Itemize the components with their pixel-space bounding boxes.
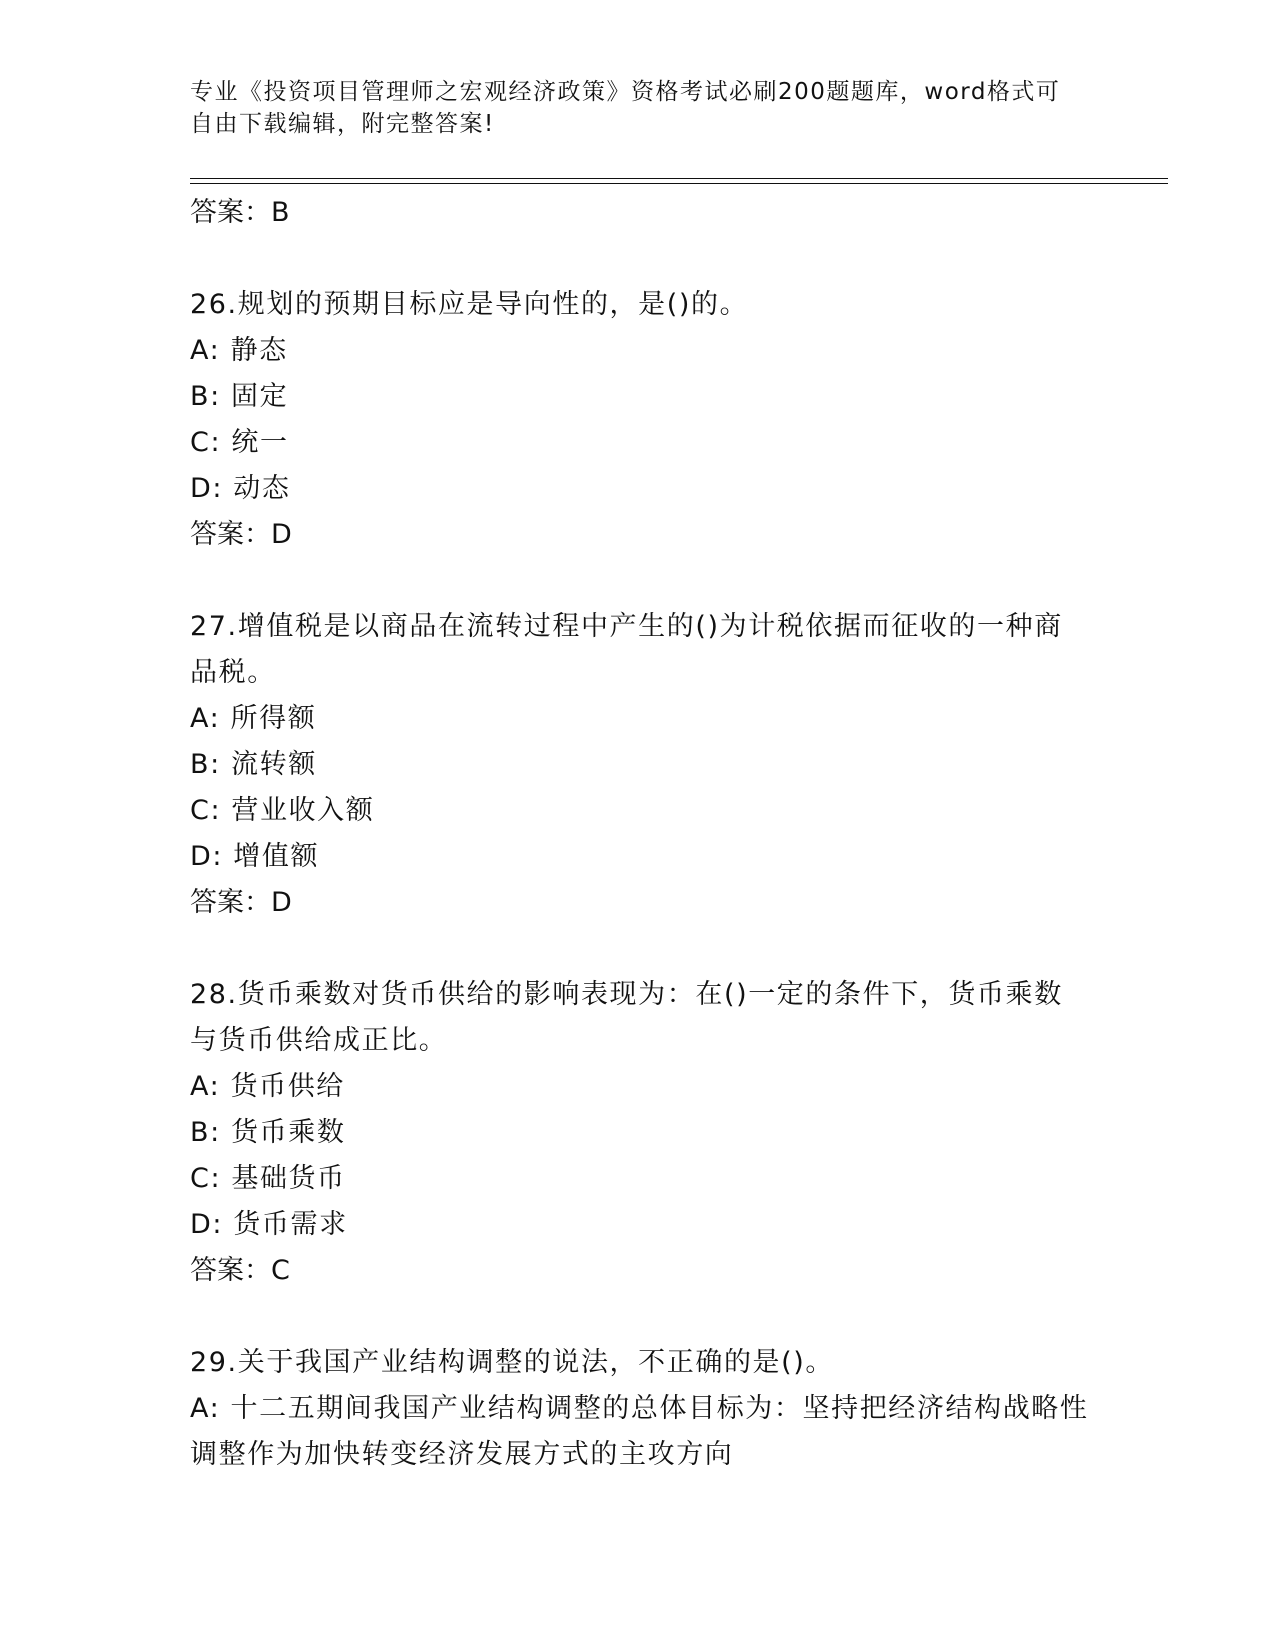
option-separator: : <box>210 795 232 826</box>
option-a <box>190 328 1090 374</box>
question-block <box>190 604 1090 926</box>
option-key: D <box>190 473 213 504</box>
option-separator: : <box>209 703 231 734</box>
option-text: 增值额 <box>233 841 320 872</box>
option-key: D <box>190 1209 213 1240</box>
option-key: A <box>190 335 210 366</box>
answer-line: 答案：B <box>190 197 290 228</box>
option-separator: : <box>212 473 234 504</box>
question-stem: 27.增值税是以商品在流转过程中产生的()为计税依据而征收的一种商品税。 <box>190 611 1063 688</box>
option-d <box>190 466 1090 512</box>
option-list <box>190 1064 1090 1248</box>
option-text: 货币需求 <box>233 1209 348 1240</box>
option-list <box>190 696 1090 880</box>
option-separator: : <box>210 427 232 458</box>
option-key: A <box>190 703 210 734</box>
question-stem: 26.规划的预期目标应是导向性的，是()的。 <box>190 289 749 320</box>
option-text: 统一 <box>231 427 289 458</box>
option-list <box>190 328 1090 512</box>
option-key: B <box>190 749 211 780</box>
option-text: 所得额 <box>230 703 317 734</box>
option-key: C <box>190 1163 211 1194</box>
option-b <box>190 374 1090 420</box>
option-key: B <box>190 1117 211 1148</box>
option-separator: : <box>210 381 232 412</box>
option-text: 流转额 <box>231 749 317 780</box>
question-block <box>190 1340 1090 1478</box>
option-text: 动态 <box>233 473 291 504</box>
question-block <box>190 282 1090 558</box>
option-key: B <box>190 381 211 412</box>
option-key: A <box>190 1071 210 1102</box>
option-separator: : <box>210 749 232 780</box>
option-key: C <box>190 427 211 458</box>
option-key: C <box>190 795 211 826</box>
answer-line: 答案：D <box>190 519 292 550</box>
option-text: 十二五期间我国产业结构调整的总体目标为：坚持把经济结构战略性调整作为加快转变经济发展方式的主攻方向 <box>190 1393 1089 1470</box>
answer-line: 答案：D <box>190 887 292 918</box>
questions-container <box>190 282 1090 1478</box>
option-b <box>190 1110 1090 1156</box>
option-key: D <box>190 841 213 872</box>
option-separator: : <box>209 1071 231 1102</box>
option-list <box>190 1386 1090 1478</box>
option-separator: : <box>209 1393 231 1424</box>
option-c <box>190 1156 1090 1202</box>
page-header: 专业《投资项目管理师之宏观经济政策》资格考试必刷200题题库，word格式可自由下载编辑，附完整答案! <box>190 79 1061 137</box>
header-rule-top <box>190 178 1168 179</box>
option-separator: : <box>209 335 231 366</box>
option-a <box>190 696 1090 742</box>
option-c <box>190 788 1090 834</box>
question-stem: 29.关于我国产业结构调整的说法，不正确的是()。 <box>190 1347 835 1378</box>
answer-line: 答案：C <box>190 1255 290 1286</box>
option-c <box>190 420 1090 466</box>
question-list <box>190 190 1090 1478</box>
option-text: 货币供给 <box>230 1071 345 1102</box>
option-d <box>190 1202 1090 1248</box>
option-separator: : <box>212 841 234 872</box>
header-rule-bottom <box>190 183 1168 184</box>
option-a <box>190 1386 1090 1478</box>
option-separator: : <box>210 1117 232 1148</box>
option-text: 固定 <box>231 381 289 412</box>
question-stem: 28.货币乘数对货币供给的影响表现为：在()一定的条件下，货币乘数与货币供给成正比。 <box>190 979 1063 1056</box>
option-text: 营业收入额 <box>231 795 375 826</box>
option-text: 静态 <box>230 335 288 366</box>
option-d <box>190 834 1090 880</box>
option-text: 基础货币 <box>231 1163 346 1194</box>
option-b <box>190 742 1090 788</box>
option-key: A <box>190 1393 210 1424</box>
option-separator: : <box>212 1209 234 1240</box>
question-block <box>190 972 1090 1294</box>
option-text: 货币乘数 <box>231 1117 346 1148</box>
option-a <box>190 1064 1090 1110</box>
option-separator: : <box>210 1163 232 1194</box>
